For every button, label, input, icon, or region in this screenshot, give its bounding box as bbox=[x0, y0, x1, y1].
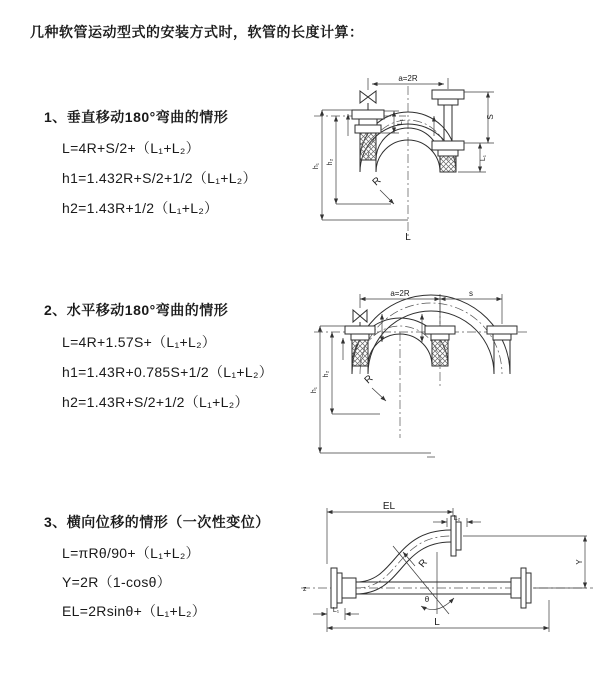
braided-hose-section bbox=[440, 156, 456, 172]
page-title: 几种软管运动型式的安装方式时，软管的长度计算： bbox=[30, 24, 364, 40]
dim-label-a2r: a=2R bbox=[390, 289, 410, 298]
section-1-formula-h1: h1=1.432R+S/2+1/2（L₁+L₂） bbox=[62, 170, 257, 186]
radius-label: R bbox=[370, 175, 384, 189]
valve-icon bbox=[353, 310, 367, 322]
dim-label-h1: h₁ bbox=[311, 386, 318, 394]
centerline-mark: z bbox=[303, 586, 307, 593]
dim-label-l1-left: L₁ bbox=[397, 118, 404, 126]
braided-hose-section bbox=[352, 340, 368, 366]
section-2-formula-L: L=4R+1.57S+（L₁+L₂） bbox=[62, 334, 217, 350]
dim-label-s: s bbox=[469, 289, 473, 298]
braided-hose-section bbox=[360, 133, 376, 160]
dim-label-h2: h₂ bbox=[323, 370, 330, 378]
section-3-formula-Y: Y=2R（1-cosθ） bbox=[62, 574, 172, 590]
section-3-heading: 3、横向位移的情形（一次性变位） bbox=[44, 514, 270, 530]
radius-label: R bbox=[362, 373, 376, 387]
dim-label-a2r: a=2R bbox=[398, 74, 418, 83]
braided-hose-section bbox=[432, 340, 448, 366]
section-1-heading: 1、垂直移动180°弯曲的情形 bbox=[44, 109, 229, 125]
dim-label-el: EL bbox=[382, 501, 396, 512]
dim-label-l2: L₂ bbox=[453, 515, 461, 522]
section-1-formula-L: L=4R+S/2+（L₁+L₂） bbox=[62, 140, 200, 156]
section-2-heading: 2、水平移动180°弯曲的情形 bbox=[44, 302, 229, 318]
dim-label-h2: h₂ bbox=[327, 158, 334, 166]
section-2-formula-h2: h2=1.43R+S/2+1/2（L₁+L₂） bbox=[62, 394, 249, 410]
dim-label-l1: L₁ bbox=[332, 607, 340, 614]
radius-label: R bbox=[416, 557, 430, 570]
diagram-horizontal-180-bend bbox=[310, 286, 568, 466]
dim-label-h1: h₁ bbox=[313, 162, 320, 170]
section-1-formula-h2: h2=1.43R+1/2（L₁+L₂） bbox=[62, 200, 219, 216]
valve-icon bbox=[360, 91, 376, 103]
angle-label: θ bbox=[424, 595, 430, 604]
dim-label-y: Y bbox=[575, 559, 584, 565]
section-2-formula-h1: h1=1.43R+0.785S+1/2（L₁+L₂） bbox=[62, 364, 273, 380]
dim-label-l1-right: L₁ bbox=[480, 154, 487, 162]
section-3-formula-L: L=πRθ/90+（L₁+L₂） bbox=[62, 545, 200, 561]
section-3-formula-EL: EL=2Rsinθ+（L₁+L₂） bbox=[62, 603, 207, 619]
diagram-lateral-displacement bbox=[297, 500, 599, 636]
diagram-vertical-180-bend bbox=[306, 64, 598, 260]
dim-label-s: S bbox=[486, 114, 495, 120]
length-label: L bbox=[434, 617, 440, 628]
length-label: L bbox=[405, 232, 411, 243]
